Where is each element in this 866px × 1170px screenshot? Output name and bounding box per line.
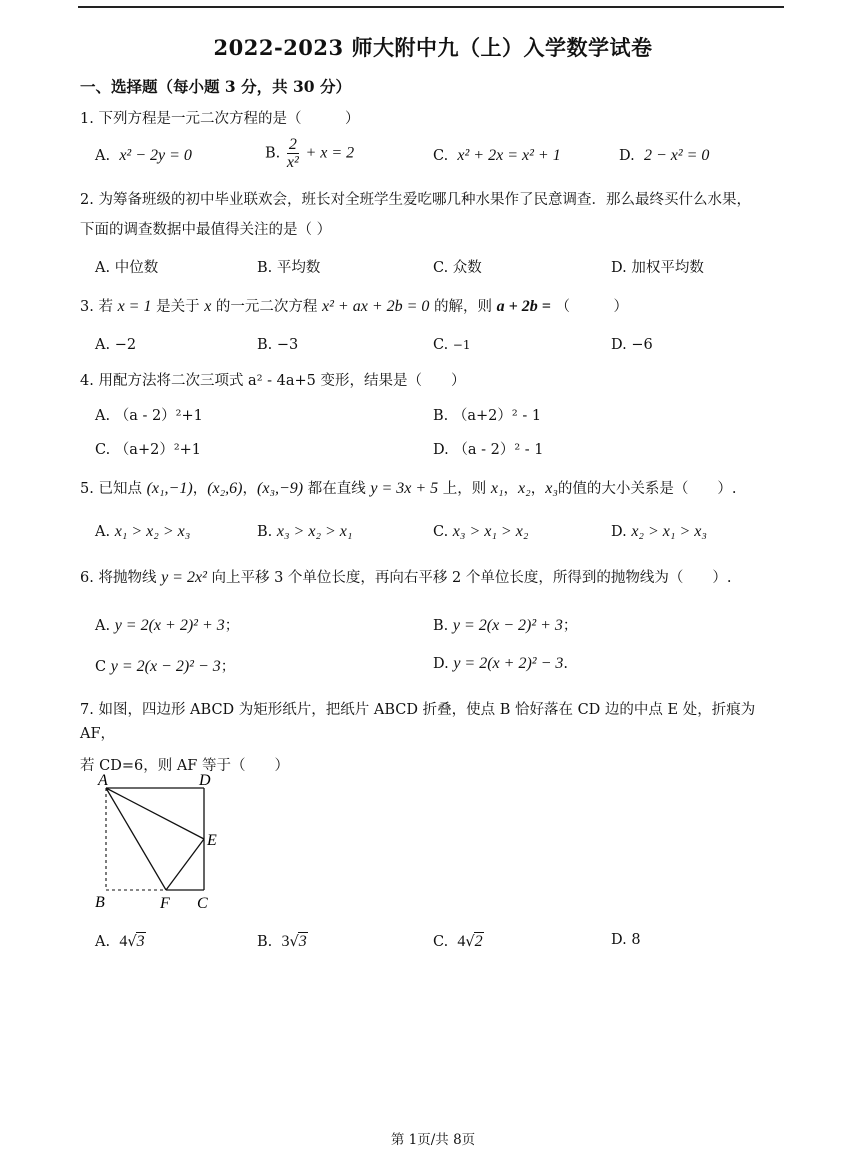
question-6-stem: 6. 将抛物线 y = 2x² 向上平移 3 个单位长度，再向右平移 2 个单位长度，所得到的抛物线为（ ）.	[80, 569, 732, 586]
question-7-options	[95, 932, 795, 958]
q6-option-a[interactable]: A. y = 2(x + 2)² + 3；	[95, 617, 240, 634]
q1-option-d[interactable]: D. 2 − x² = 0	[619, 147, 710, 164]
q5-option-a[interactable]: A. x₁ > x₂ > x₃	[95, 523, 191, 540]
question-3-options	[95, 337, 795, 361]
label-d: D	[199, 772, 211, 789]
label-c: C	[197, 895, 208, 912]
q5-option-d[interactable]: D. x₂ > x₁ > x₃	[611, 523, 707, 540]
q2-line-1: 2. 为筹备班级的初中毕业联欢会，班长对全班学生爱吃哪几种水果作了民意调查．那么最终买什么水果，	[80, 192, 751, 208]
page-footer: 第 1页/共 8页	[390, 1132, 476, 1148]
q6-option-d[interactable]: D. y = 2(x + 2)² − 3.	[433, 655, 568, 672]
q2-option-c[interactable]: C. 众数	[433, 260, 482, 276]
question-5-stem: 5. 已知点 (x₁,−1)，(x₂,6)，(x₃,−9) 都在直线 y = 3x + 5 上，则 x₁，x₂，x₃的值的大小关系是（ ）.	[80, 480, 737, 497]
fraction: $\frac{2}{\text{x²}}$	[286, 136, 299, 171]
q5-option-c[interactable]: C. x₃ > x₁ > x₂	[433, 523, 529, 540]
label-b: B	[95, 894, 105, 911]
question-4-options-row-1	[95, 404, 795, 428]
question-6-options-row-1	[95, 614, 795, 638]
header-rule	[78, 0, 784, 8]
rectangle-fold-figure	[90, 768, 230, 918]
q5-option-b[interactable]: B. x₃ > x₂ > x₁	[257, 523, 353, 540]
q4-option-b[interactable]: B. （a+2）² - 1	[433, 408, 542, 424]
q3-option-c[interactable]: C. −1	[433, 337, 471, 353]
q7-option-c[interactable]: C. 4√2	[433, 933, 483, 950]
q3-option-d[interactable]: D. −6	[611, 337, 653, 353]
label-e: E	[207, 832, 217, 849]
q3-option-b[interactable]: B. −3	[257, 337, 299, 353]
q2-option-d[interactable]: D. 加权平均数	[611, 260, 704, 276]
q4-option-d[interactable]: D. （a - 2）² - 1	[433, 442, 544, 458]
q7-option-d[interactable]: D. 8	[611, 932, 641, 948]
label-a: A	[98, 772, 108, 789]
q7-line-2: 若 CD=6，则 AF 等于（ ）	[80, 758, 289, 774]
page-title: 2022-2023 师大附中九（上）入学数学试卷	[213, 35, 653, 60]
q2-line-2: 下面的调查数据中最值得关注的是（ ）	[80, 222, 332, 238]
q7-option-a[interactable]: A. 4√3	[95, 933, 145, 950]
question-4-options-row-2	[95, 438, 795, 462]
question-2-options	[95, 256, 795, 280]
section-heading: 一、选择题（每小题 3 分，共 30 分）	[80, 77, 351, 96]
segment-fe	[166, 839, 204, 890]
sqrt-icon: √	[465, 934, 475, 950]
q2-option-a[interactable]: A. 中位数	[95, 260, 159, 276]
sqrt-icon: √	[127, 934, 137, 950]
q1-option-a[interactable]: A. x² − 2y = 0	[95, 147, 192, 164]
question-1-stem: 1. 下列方程是一元二次方程的是（ ）	[80, 111, 360, 127]
q6-option-b[interactable]: B. y = 2(x − 2)² + 3；	[433, 617, 578, 634]
q6-option-c[interactable]: C y = 2(x − 2)² − 3；	[95, 658, 236, 675]
question-4-stem: 4. 用配方法将二次三项式 a² - 4a+5 变形，结果是（ ）	[80, 373, 466, 389]
question-5-options	[95, 523, 795, 547]
q2-option-b[interactable]: B. 平均数	[257, 260, 321, 276]
question-6-options-row-2	[95, 655, 795, 679]
question-3-stem: 3. 若 x = 1 是关于 x 的一元二次方程 x² + ax + 2b = 0 的解，则 a + 2b = （ ）	[80, 298, 628, 315]
q1-option-b[interactable]: B. $\frac{2}{\text{x²}}$ + x = 2	[265, 136, 355, 171]
q4-option-c[interactable]: C. （a+2）²+1	[95, 442, 202, 458]
q4-option-a[interactable]: A. （a - 2）²+1	[95, 408, 203, 424]
q3-option-a[interactable]: A. −2	[95, 337, 137, 353]
q1-option-c[interactable]: C. x² + 2x = x² + 1	[433, 147, 561, 164]
question-2-stem	[80, 188, 790, 242]
q7-line-1: 7. 如图，四边形 ABCD 为矩形纸片，把纸片 ABCD 折叠，使点 B 恰好落在 CD 边的中点 E 处，折痕为 AF，	[80, 702, 756, 742]
question-1-options	[95, 136, 795, 183]
q7-option-b[interactable]: B. 3√3	[257, 933, 307, 950]
label-f: F	[160, 895, 170, 912]
question-7-stem	[80, 698, 790, 778]
sqrt-icon: √	[289, 934, 299, 950]
